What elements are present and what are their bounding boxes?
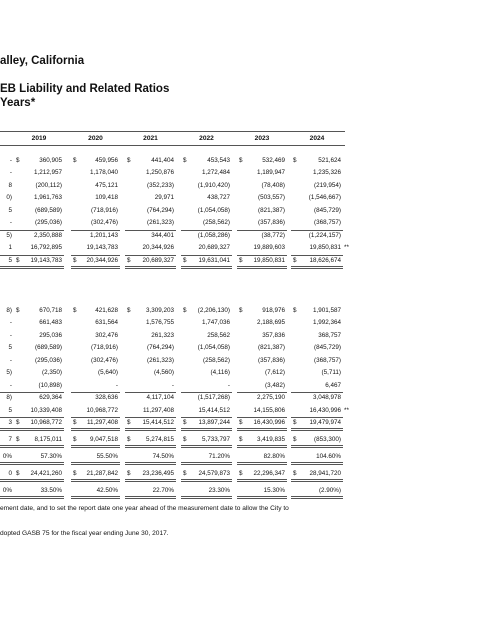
table-cell: 1,250,876	[145, 169, 174, 177]
table-cell: (1,910,420)	[197, 181, 230, 189]
column-rule	[291, 462, 343, 465]
column-rule	[71, 266, 120, 269]
table-cell: 28,941,720	[309, 469, 341, 477]
row-lead: 0)	[6, 194, 12, 202]
table-cell: (302,476)	[91, 219, 118, 227]
table-cell: 2,188,695	[256, 319, 285, 327]
year-header-2020: 2020	[88, 135, 103, 142]
table-cell: (258,562)	[203, 356, 230, 364]
table-cell: 20,344,926	[86, 256, 118, 264]
table-cell: 2,350,888	[33, 231, 62, 239]
column-rule	[71, 392, 120, 393]
table-cell: (357,836)	[258, 219, 285, 227]
column-rule	[237, 479, 287, 482]
column-rule	[125, 496, 176, 499]
table-cell: 74.50%	[152, 452, 174, 460]
column-rule	[125, 230, 176, 231]
table-cell: 20,689,327	[198, 244, 230, 252]
dollar-sign: $	[127, 307, 131, 314]
table-cell: (503,557)	[258, 194, 285, 202]
table-cell: 258,562	[207, 331, 230, 339]
table-cell: (689,589)	[35, 344, 62, 352]
column-rule	[237, 230, 287, 231]
column-rule	[291, 266, 343, 269]
column-rule	[125, 255, 176, 256]
row-lead: 5)	[6, 369, 12, 377]
dollar-sign: $	[127, 419, 131, 427]
column-rule	[71, 230, 120, 231]
dollar-sign: $	[239, 256, 243, 264]
table-cell: 15,414,512	[142, 419, 174, 427]
table-cell: 104.60%	[316, 452, 341, 460]
table-cell: (718,916)	[91, 206, 118, 214]
table-cell: 10,968,772	[30, 419, 62, 427]
table-cell: 1,992,364	[312, 319, 341, 327]
dollar-sign: $	[293, 469, 297, 477]
dollar-sign: $	[293, 307, 297, 314]
column-rule	[291, 230, 343, 231]
column-rule	[291, 445, 343, 448]
table-cell: 438,727	[207, 194, 230, 202]
table-cell: 109,418	[95, 194, 118, 202]
column-rule	[14, 496, 64, 499]
dollar-sign: $	[127, 469, 131, 477]
column-rule	[181, 428, 232, 431]
dollar-sign: $	[73, 469, 77, 477]
dollar-sign: $	[73, 419, 77, 427]
table-cell: 5,274,815	[145, 436, 174, 443]
table-cell: (302,476)	[91, 356, 118, 364]
column-rule	[181, 417, 232, 418]
column-rule	[181, 255, 232, 256]
row-lead: 3	[8, 419, 12, 427]
table-cell: 55.50%	[96, 452, 118, 460]
column-rule	[181, 496, 232, 499]
column-rule	[237, 462, 287, 465]
table-cell: 918,976	[262, 307, 285, 314]
table-cell: 42.50%	[96, 486, 118, 494]
column-rule	[71, 496, 120, 499]
table-cell: 475,121	[95, 181, 118, 189]
dollar-sign: $	[73, 436, 77, 443]
row-lead: -	[9, 356, 12, 364]
table-cell: -	[171, 381, 174, 389]
lead-rule	[0, 255, 14, 256]
column-rule	[181, 230, 232, 231]
table-cell: (821,387)	[258, 344, 285, 352]
table-cell: (845,729)	[314, 344, 341, 352]
row-lead: -	[9, 169, 12, 177]
column-rule	[14, 255, 64, 256]
table-cell: 661,483	[39, 319, 62, 327]
table-cell: 19,631,041	[198, 256, 230, 264]
schedule-subtitle: Years*	[0, 97, 36, 109]
table-cell: 302,476	[95, 331, 118, 339]
header-bottom-rule	[0, 145, 345, 146]
table-cell: 1,272,484	[201, 169, 230, 177]
dollar-sign: $	[293, 157, 297, 164]
table-cell: 10,339,408	[30, 406, 62, 414]
row-lead: -	[9, 219, 12, 227]
table-cell: (258,562)	[203, 219, 230, 227]
table-cell: (845,729)	[314, 206, 341, 214]
table-cell: 357,836	[262, 331, 285, 339]
table-cell: (5,640)	[98, 369, 118, 377]
dollar-sign: $	[73, 307, 77, 314]
dollar-sign: $	[293, 419, 297, 427]
table-cell: 2,275,190	[256, 394, 285, 402]
table-cell: (1,054,058)	[197, 206, 230, 214]
column-rule	[125, 428, 176, 431]
table-cell: (78,408)	[261, 181, 285, 189]
table-cell: 22,296,347	[253, 469, 285, 477]
dollar-sign: $	[239, 157, 243, 164]
dollar-sign: $	[127, 436, 131, 443]
table-cell: (1,054,058)	[197, 344, 230, 352]
lead-rule	[0, 445, 14, 448]
table-cell: 360,905	[39, 157, 62, 164]
table-cell: 20,344,926	[142, 244, 174, 252]
column-rule	[237, 392, 287, 393]
column-rule	[125, 462, 176, 465]
table-cell: 13,897,244	[198, 419, 230, 427]
column-rule	[71, 445, 120, 448]
dollar-sign: $	[293, 436, 297, 443]
table-cell: 1,178,040	[89, 169, 118, 177]
table-cell: (38,772)	[261, 231, 285, 239]
column-rule	[291, 496, 343, 499]
table-cell: (368,757)	[314, 219, 341, 227]
table-cell: 1,189,947	[256, 169, 285, 177]
table-cell: 19,850,831	[253, 256, 285, 264]
dollar-sign: $	[16, 419, 20, 427]
lead-rule	[0, 266, 14, 269]
table-cell: (295,036)	[35, 219, 62, 227]
row-lead: 5	[8, 344, 12, 352]
schedule-title: EB Liability and Related Ratios	[0, 83, 170, 95]
table-cell: 23.30%	[208, 486, 230, 494]
column-rule	[237, 417, 287, 418]
table-cell: (4,116)	[210, 369, 230, 377]
dollar-sign: $	[127, 256, 131, 264]
lead-rule	[0, 417, 14, 418]
table-cell: 29,971	[154, 194, 174, 202]
table-cell: 8,175,011	[34, 436, 62, 443]
table-cell: 3,309,203	[145, 307, 174, 314]
table-cell: (10,898)	[38, 381, 62, 389]
table-cell: (200,112)	[35, 181, 62, 189]
column-rule	[291, 428, 343, 431]
dollar-sign: $	[183, 157, 187, 164]
dollar-sign: $	[239, 436, 243, 443]
table-cell: 3,419,835	[256, 436, 285, 443]
column-rule	[237, 428, 287, 431]
column-rule	[237, 266, 287, 269]
table-cell: -	[227, 381, 230, 389]
table-cell: (219,954)	[314, 181, 341, 189]
table-cell: 19,889,603	[253, 244, 285, 252]
table-cell: (4,560)	[154, 369, 174, 377]
column-rule	[14, 462, 64, 465]
column-rule	[14, 392, 64, 393]
table-cell: 9,047,518	[89, 436, 118, 443]
year-header-2024: 2024	[309, 135, 325, 142]
dollar-sign: $	[16, 436, 20, 443]
table-cell: (2,206,130)	[197, 307, 230, 314]
table-cell: 15.30%	[263, 486, 285, 494]
row-lead: 5)	[6, 231, 12, 239]
table-cell: 631,564	[95, 319, 118, 327]
asterisk-mark: **	[344, 244, 349, 252]
column-rule	[71, 479, 120, 482]
asterisk-mark: **	[344, 406, 349, 414]
column-rule	[237, 496, 287, 499]
lead-rule	[0, 462, 14, 465]
table-cell: 441,404	[151, 157, 174, 164]
dollar-sign: $	[16, 157, 20, 164]
table-cell: (2,350)	[42, 369, 62, 377]
table-cell: 18,626,674	[309, 256, 341, 264]
row-lead: 5	[8, 206, 12, 214]
column-rule	[71, 462, 120, 465]
table-cell: (261,323)	[147, 219, 174, 227]
column-rule	[181, 462, 232, 465]
dollar-sign: $	[73, 256, 77, 264]
table-cell: 459,956	[95, 157, 118, 164]
row-lead: 8	[8, 181, 12, 189]
dollar-sign: $	[16, 256, 20, 264]
table-cell: (689,589)	[35, 206, 62, 214]
row-lead: 0	[8, 469, 12, 477]
column-rule	[71, 255, 120, 256]
table-cell: 1,235,326	[312, 169, 341, 177]
table-cell: 16,792,895	[30, 244, 62, 252]
dollar-sign: $	[183, 307, 187, 314]
table-cell: 11,297,408	[86, 419, 118, 427]
table-cell: 11,297,408	[142, 406, 174, 414]
column-rule	[125, 266, 176, 269]
table-cell: (1,517,268)	[197, 394, 230, 402]
dollar-sign: $	[183, 256, 187, 264]
table-cell: 10,968,772	[86, 406, 118, 414]
lead-rule	[0, 496, 14, 499]
dollar-sign: $	[239, 469, 243, 477]
table-cell: 19,850,831	[309, 244, 341, 252]
row-lead: 5	[8, 406, 12, 414]
table-cell: 16,430,996	[253, 419, 285, 427]
year-header-2023: 2023	[254, 135, 270, 142]
row-lead: 8)	[6, 394, 12, 402]
table-cell: 532,469	[262, 157, 285, 164]
table-cell: 3,048,978	[312, 394, 341, 402]
table-cell: (261,323)	[147, 356, 174, 364]
table-cell: (1,224,157)	[308, 231, 341, 239]
row-lead: -	[9, 381, 12, 389]
table-cell: (352,233)	[147, 181, 174, 189]
table-cell: (821,387)	[258, 206, 285, 214]
table-cell: 19,143,783	[86, 244, 118, 252]
column-rule	[237, 255, 287, 256]
column-rule	[291, 417, 343, 418]
table-cell: (357,836)	[258, 356, 285, 364]
table-cell: 629,364	[39, 394, 62, 402]
table-cell: 20,689,327	[142, 256, 174, 264]
table-cell: 14,155,806	[253, 406, 285, 414]
column-rule	[181, 266, 232, 269]
table-cell: 33.50%	[40, 486, 62, 494]
column-rule	[125, 417, 176, 418]
table-cell: (1,546,667)	[308, 194, 341, 202]
row-lead: 5	[8, 256, 12, 264]
column-rule	[181, 392, 232, 393]
column-rule	[14, 479, 64, 482]
table-cell: 1,201,143	[89, 231, 118, 239]
table-cell: (7,612)	[265, 369, 285, 377]
column-rule	[71, 417, 120, 418]
table-cell: (718,916)	[91, 344, 118, 352]
table-cell: (764,294)	[147, 344, 174, 352]
table-cell: 24,421,260	[30, 469, 62, 477]
table-cell: 15,414,512	[198, 406, 230, 414]
table-cell: 261,323	[151, 331, 174, 339]
column-rule	[125, 479, 176, 482]
table-cell: 24,579,873	[198, 469, 230, 477]
table-cell: 344,401	[151, 231, 174, 239]
dollar-sign: $	[239, 419, 243, 427]
column-rule	[181, 479, 232, 482]
table-cell: 22.70%	[152, 486, 174, 494]
table-cell: -	[115, 381, 118, 389]
lead-rule	[0, 230, 14, 231]
column-rule	[14, 417, 64, 418]
table-cell: (853,300)	[314, 436, 341, 443]
table-cell: (368,757)	[314, 356, 341, 364]
table-cell: 1,747,036	[201, 319, 230, 327]
lead-rule	[0, 479, 14, 482]
dollar-sign: $	[16, 307, 20, 314]
row-lead: 8)	[6, 307, 12, 314]
year-header-2021: 2021	[143, 135, 158, 142]
header-top-rule	[0, 131, 345, 132]
column-rule	[181, 445, 232, 448]
column-rule	[14, 230, 64, 231]
column-rule	[14, 428, 64, 431]
dollar-sign: $	[183, 419, 187, 427]
dollar-sign: $	[183, 436, 187, 443]
column-rule	[291, 479, 343, 482]
column-rule	[125, 392, 176, 393]
table-cell: 1,961,763	[33, 194, 62, 202]
table-cell: (3,482)	[265, 381, 285, 389]
row-lead: 7	[8, 436, 12, 443]
year-header-2022: 2022	[199, 135, 214, 142]
row-lead: 0%	[2, 486, 12, 494]
dollar-sign: $	[73, 157, 77, 164]
table-cell: 5,733,797	[201, 436, 230, 443]
table-cell: 71.20%	[208, 452, 230, 460]
dollar-sign: $	[127, 157, 131, 164]
note-line-2: dopted GASB 75 for the fiscal year ending June 30, 2017.	[0, 530, 169, 537]
table-cell: 368,757	[318, 331, 341, 339]
table-cell: 57.30%	[40, 452, 62, 460]
column-rule	[14, 266, 64, 269]
table-cell: 670,718	[39, 307, 62, 314]
row-lead: 0%	[2, 452, 12, 460]
table-cell: 328,636	[95, 394, 118, 402]
table-cell: (295,036)	[35, 356, 62, 364]
row-lead: 1	[8, 244, 12, 252]
column-rule	[237, 445, 287, 448]
row-lead: -	[9, 157, 12, 164]
column-rule	[14, 445, 64, 448]
lead-rule	[0, 392, 14, 393]
table-cell: 295,036	[39, 331, 62, 339]
column-rule	[71, 428, 120, 431]
table-cell: 1,576,755	[145, 319, 174, 327]
table-cell: (5,711)	[321, 369, 341, 377]
dollar-sign: $	[239, 307, 243, 314]
table-cell: 453,543	[207, 157, 230, 164]
year-header-2019: 2019	[31, 135, 47, 142]
table-cell: 16,430,996	[309, 406, 341, 414]
table-cell: 4,117,104	[146, 394, 174, 402]
table-cell: (1,058,286)	[197, 231, 230, 239]
column-rule	[291, 255, 343, 256]
table-cell: 23,236,495	[142, 469, 174, 477]
table-cell: 19,479,974	[309, 419, 341, 427]
table-cell: 1,901,587	[312, 307, 341, 314]
note-line-1: ement date, and to set the report date one year ahead of the measurement date to allow the City to	[0, 505, 289, 512]
dollar-sign: $	[293, 256, 297, 264]
row-lead: -	[9, 319, 12, 327]
table-cell: 1,212,957	[33, 169, 62, 177]
dollar-sign: $	[16, 469, 20, 477]
table-cell: 19,143,783	[30, 256, 62, 264]
table-cell: 521,624	[318, 157, 341, 164]
lead-rule	[0, 428, 14, 431]
table-cell: (2.90%)	[318, 486, 341, 494]
column-rule	[125, 445, 176, 448]
table-cell: 421,628	[95, 307, 118, 314]
dollar-sign: $	[183, 469, 187, 477]
table-cell: 82.80%	[263, 452, 285, 460]
column-rule	[291, 392, 343, 393]
table-cell: (764,294)	[147, 206, 174, 214]
table-cell: 21,287,842	[86, 469, 118, 477]
table-cell: 6,467	[325, 381, 341, 389]
row-lead: -	[9, 331, 12, 339]
entity-title: alley, California	[0, 55, 85, 67]
